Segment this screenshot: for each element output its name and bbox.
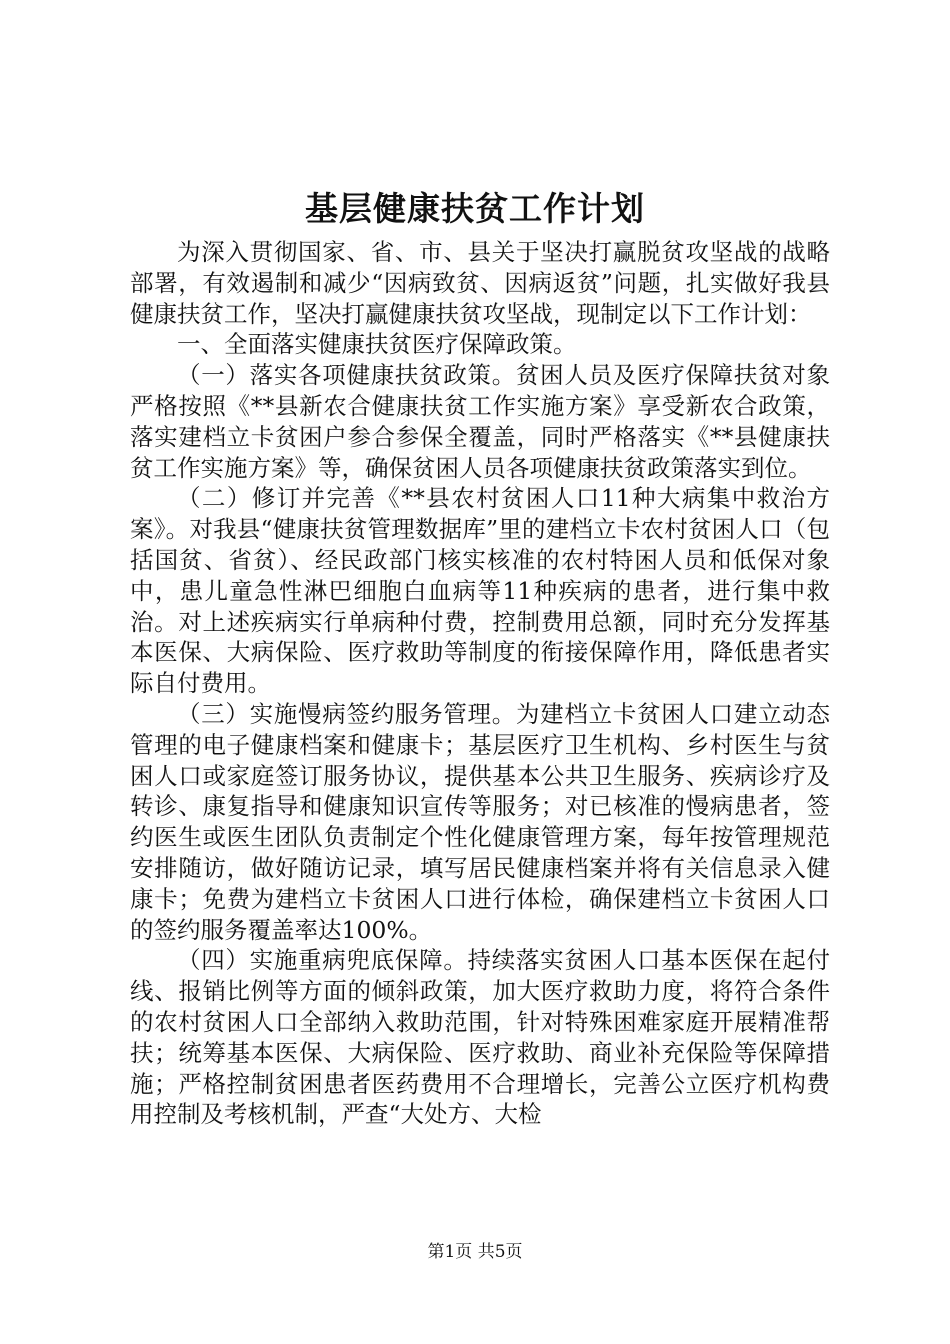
paragraph-item-2: （二）修订并完善《**县农村贫困人口11种大病集中救治方案》。对我县“健康扶贫管理数据库”里的建档立卡农村贫困人口（包括国贫、省贫）、经民政部门核实核准的农村特困人员和低保对象中，患儿童急性淋巴细胞白血病等11种疾病的患者，进行集中救治。对上述疾病实行单病种付费，控制费用总额，同时充分发挥基本医保、大病保险、医疗救助等制度的衔接保障作用，降低患者实际自付费用。 bbox=[130, 484, 830, 698]
paragraph-item-1: （一）落实各项健康扶贫政策。贫困人员及医疗保障扶贫对象严格按照《**县新农合健康扶贫工作实施方案》享受新农合政策，落实建档立卡贫困户参合参保全覆盖，同时严格落实《**县健康扶贫工作实施方案》等，确保贫困人员各项健康扶贫政策落实到位。 bbox=[130, 361, 830, 482]
document-title: 基层健康扶贫工作计划 bbox=[305, 189, 645, 228]
paragraph-item-4: （四）实施重病兜底保障。持续落实贫困人口基本医保在起付线、报销比例等方面的倾斜政策，加大医疗救助力度，将符合条件的农村贫困人口全部纳入救助范围，针对特殊困难家庭开展精准帮扶；统筹基本医保、大病保险、医疗救助、商业补充保险等保障措施；严格控制贫困患者医药费用不合理增长，完善公立医疗机构费用控制及考核机制，严查“大处方、大检 bbox=[130, 946, 830, 1129]
page-footer: 第1页 共5页 bbox=[427, 1242, 523, 1262]
paragraph-item-3: （三）实施慢病签约服务管理。为建档立卡贫困人口建立动态管理的电子健康档案和健康卡；基层医疗卫生机构、乡村医生与贫困人口或家庭签订服务协议，提供基本公共卫生服务、疾病诊疗及转诊、康复指导和健康知识宣传等服务；对已核准的慢病患者，签约医生或医生团队负责制定个性化健康管理方案，每年按管理规范安排随访，做好随访记录，填写居民健康档案并将有关信息录入健康卡；免费为建档立卡贫困人口进行体检，确保建档立卡贫困人口的签约服务覆盖率达100%。 bbox=[130, 699, 830, 944]
intro-paragraph: 为深入贯彻国家、省、市、县关于坚决打赢脱贫攻坚战的战略部署，有效遏制和减少“因病致贫、因病返贫”问题，扎实做好我县健康扶贫工作，坚决打赢健康扶贫攻坚战，现制定以下工作计划： bbox=[130, 238, 830, 328]
document-body bbox=[130, 237, 830, 1130]
section-heading-1: 一、全面落实健康扶贫医疗保障政策。 bbox=[177, 330, 577, 359]
